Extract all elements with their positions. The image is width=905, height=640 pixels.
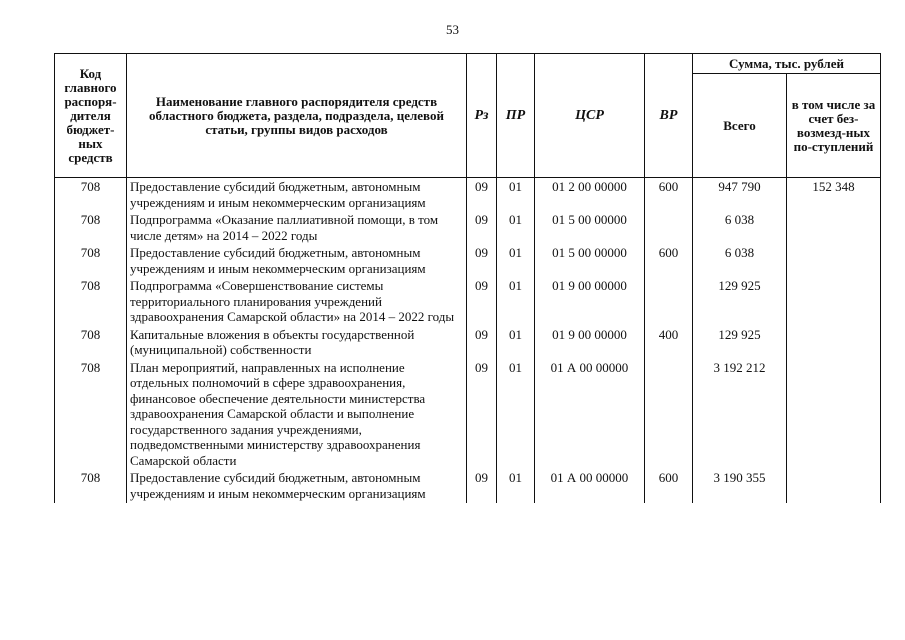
cell-free bbox=[787, 470, 881, 503]
cell-csr: 01 9 00 00000 bbox=[535, 278, 645, 327]
cell-csr: 01 А 00 00000 bbox=[535, 470, 645, 503]
cell-pr: 01 bbox=[497, 327, 535, 360]
table-header bbox=[55, 54, 881, 178]
table-row bbox=[55, 245, 881, 278]
cell-pr: 01 bbox=[497, 278, 535, 327]
cell-pr: 01 bbox=[497, 470, 535, 503]
cell-free bbox=[787, 327, 881, 360]
header-free: в том числе за счет без-возмезд-ных по-ступлений bbox=[787, 74, 881, 178]
table-row bbox=[55, 278, 881, 327]
cell-total: 3 192 212 bbox=[693, 360, 787, 471]
cell-rz: 09 bbox=[467, 212, 497, 245]
cell-vr: 600 bbox=[645, 245, 693, 278]
cell-free bbox=[787, 360, 881, 471]
cell-total: 6 038 bbox=[693, 212, 787, 245]
table-row bbox=[55, 178, 881, 213]
cell-name: Предоставление субсидий бюджетным, автономным учреждениям и иным некоммерческим организациям bbox=[127, 245, 467, 278]
cell-pr: 01 bbox=[497, 245, 535, 278]
cell-rz: 09 bbox=[467, 178, 497, 213]
cell-csr: 01 5 00 00000 bbox=[535, 212, 645, 245]
page-number: 53 bbox=[446, 22, 459, 37]
cell-free bbox=[787, 212, 881, 245]
cell-vr: 400 bbox=[645, 327, 693, 360]
cell-total: 129 925 bbox=[693, 278, 787, 327]
cell-vr bbox=[645, 212, 693, 245]
cell-rz: 09 bbox=[467, 245, 497, 278]
header-total: Всего bbox=[693, 74, 787, 178]
cell-total: 129 925 bbox=[693, 327, 787, 360]
cell-name: План мероприятий, направленных на исполнение отдельных полномочий в сфере здравоохранения, финансовое обеспечение деятельности министерства здравоохранения Самарской области и выполнение государственного задания учреждениями, подведомственными министерству здравоохранения Самарской области bbox=[127, 360, 467, 471]
cell-pr: 01 bbox=[497, 360, 535, 471]
header-name: Наименование главного распорядителя средств областного бюджета, раздела, подраздела, целевой статьи, группы видов расходов bbox=[127, 54, 467, 178]
cell-csr: 01 2 00 00000 bbox=[535, 178, 645, 213]
table-row bbox=[55, 327, 881, 360]
header-csr: ЦСР bbox=[535, 54, 645, 178]
header-rz: Рз bbox=[467, 54, 497, 178]
budget-table bbox=[54, 53, 881, 503]
cell-vr: 600 bbox=[645, 470, 693, 503]
header-sum-group: Сумма, тыс. рублей bbox=[693, 54, 881, 74]
cell-rz: 09 bbox=[467, 278, 497, 327]
cell-vr bbox=[645, 278, 693, 327]
table-body bbox=[55, 178, 881, 504]
cell-rz: 09 bbox=[467, 327, 497, 360]
header-code: Код главного распоря-дителя бюджет-ных средств bbox=[55, 54, 127, 178]
cell-total: 3 190 355 bbox=[693, 470, 787, 503]
header-pr: ПР bbox=[497, 54, 535, 178]
cell-csr: 01 А 00 00000 bbox=[535, 360, 645, 471]
table-row bbox=[55, 470, 881, 503]
table-row bbox=[55, 212, 881, 245]
cell-rz: 09 bbox=[467, 470, 497, 503]
cell-code: 708 bbox=[55, 178, 127, 213]
cell-vr bbox=[645, 360, 693, 471]
cell-free bbox=[787, 278, 881, 327]
cell-name: Предоставление субсидий бюджетным, автономным учреждениям и иным некоммерческим организациям bbox=[127, 178, 467, 213]
cell-pr: 01 bbox=[497, 212, 535, 245]
cell-total: 947 790 bbox=[693, 178, 787, 213]
cell-code: 708 bbox=[55, 212, 127, 245]
cell-name: Подпрограмма «Совершенствование системы территориального планирования учреждений здравоохранения Самарской области» на 2014 – 2022 годы bbox=[127, 278, 467, 327]
cell-code: 708 bbox=[55, 360, 127, 471]
cell-name: Капитальные вложения в объекты государственной (муниципальной) собственности bbox=[127, 327, 467, 360]
cell-rz: 09 bbox=[467, 360, 497, 471]
cell-name: Предоставление субсидий бюджетным, автономным учреждениям и иным некоммерческим организациям bbox=[127, 470, 467, 503]
cell-code: 708 bbox=[55, 327, 127, 360]
cell-free bbox=[787, 245, 881, 278]
cell-csr: 01 9 00 00000 bbox=[535, 327, 645, 360]
cell-pr: 01 bbox=[497, 178, 535, 213]
table-row bbox=[55, 360, 881, 471]
cell-code: 708 bbox=[55, 245, 127, 278]
cell-vr: 600 bbox=[645, 178, 693, 213]
cell-free: 152 348 bbox=[787, 178, 881, 213]
cell-code: 708 bbox=[55, 278, 127, 327]
cell-total: 6 038 bbox=[693, 245, 787, 278]
header-vr: ВР bbox=[645, 54, 693, 178]
cell-code: 708 bbox=[55, 470, 127, 503]
cell-csr: 01 5 00 00000 bbox=[535, 245, 645, 278]
cell-name: Подпрограмма «Оказание паллиативной помощи, в том числе детям» на 2014 – 2022 годы bbox=[127, 212, 467, 245]
